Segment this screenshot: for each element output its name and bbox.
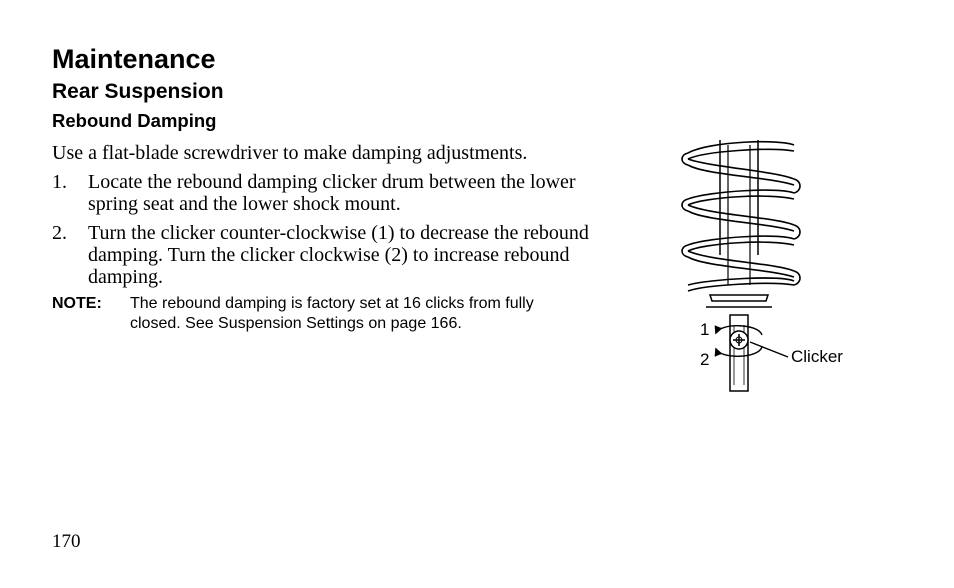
lower-spring-seat bbox=[706, 295, 772, 307]
step-number: 1. bbox=[52, 171, 67, 193]
note-text: The rebound damping is factory set at 16 clicks from fully closed. See Suspension Settings on page 166. bbox=[130, 295, 534, 332]
shock-absorber-figure bbox=[670, 135, 870, 400]
note-label: NOTE: bbox=[52, 295, 102, 312]
clicker-label: Clicker bbox=[791, 347, 843, 366]
coil-spring bbox=[682, 142, 800, 291]
intro-paragraph: Use a flat-blade screwdriver to make damping adjustments. bbox=[52, 142, 528, 164]
note bbox=[52, 294, 612, 334]
rotation-label-2: 2 bbox=[700, 350, 710, 369]
rotation-label-1: 1 bbox=[700, 320, 710, 339]
clicker-leader-line bbox=[750, 342, 788, 357]
topic-title: Rebound Damping bbox=[52, 110, 217, 131]
step-text: Locate the rebound damping clicker drum between the lower spring seat and the lower shock mount. bbox=[88, 171, 576, 215]
page-number: 170 bbox=[52, 531, 81, 552]
step-item bbox=[52, 222, 612, 288]
step-text: Turn the clicker counter-clockwise (1) to decrease the rebound damping. Turn the clicker clockwise (2) to increase rebound damping. bbox=[88, 222, 589, 288]
clicker-drum bbox=[730, 331, 748, 349]
subsection-title: Rear Suspension bbox=[52, 80, 224, 103]
section-title: Maintenance bbox=[52, 44, 216, 74]
step-item bbox=[52, 171, 612, 215]
step-number: 2. bbox=[52, 222, 67, 244]
